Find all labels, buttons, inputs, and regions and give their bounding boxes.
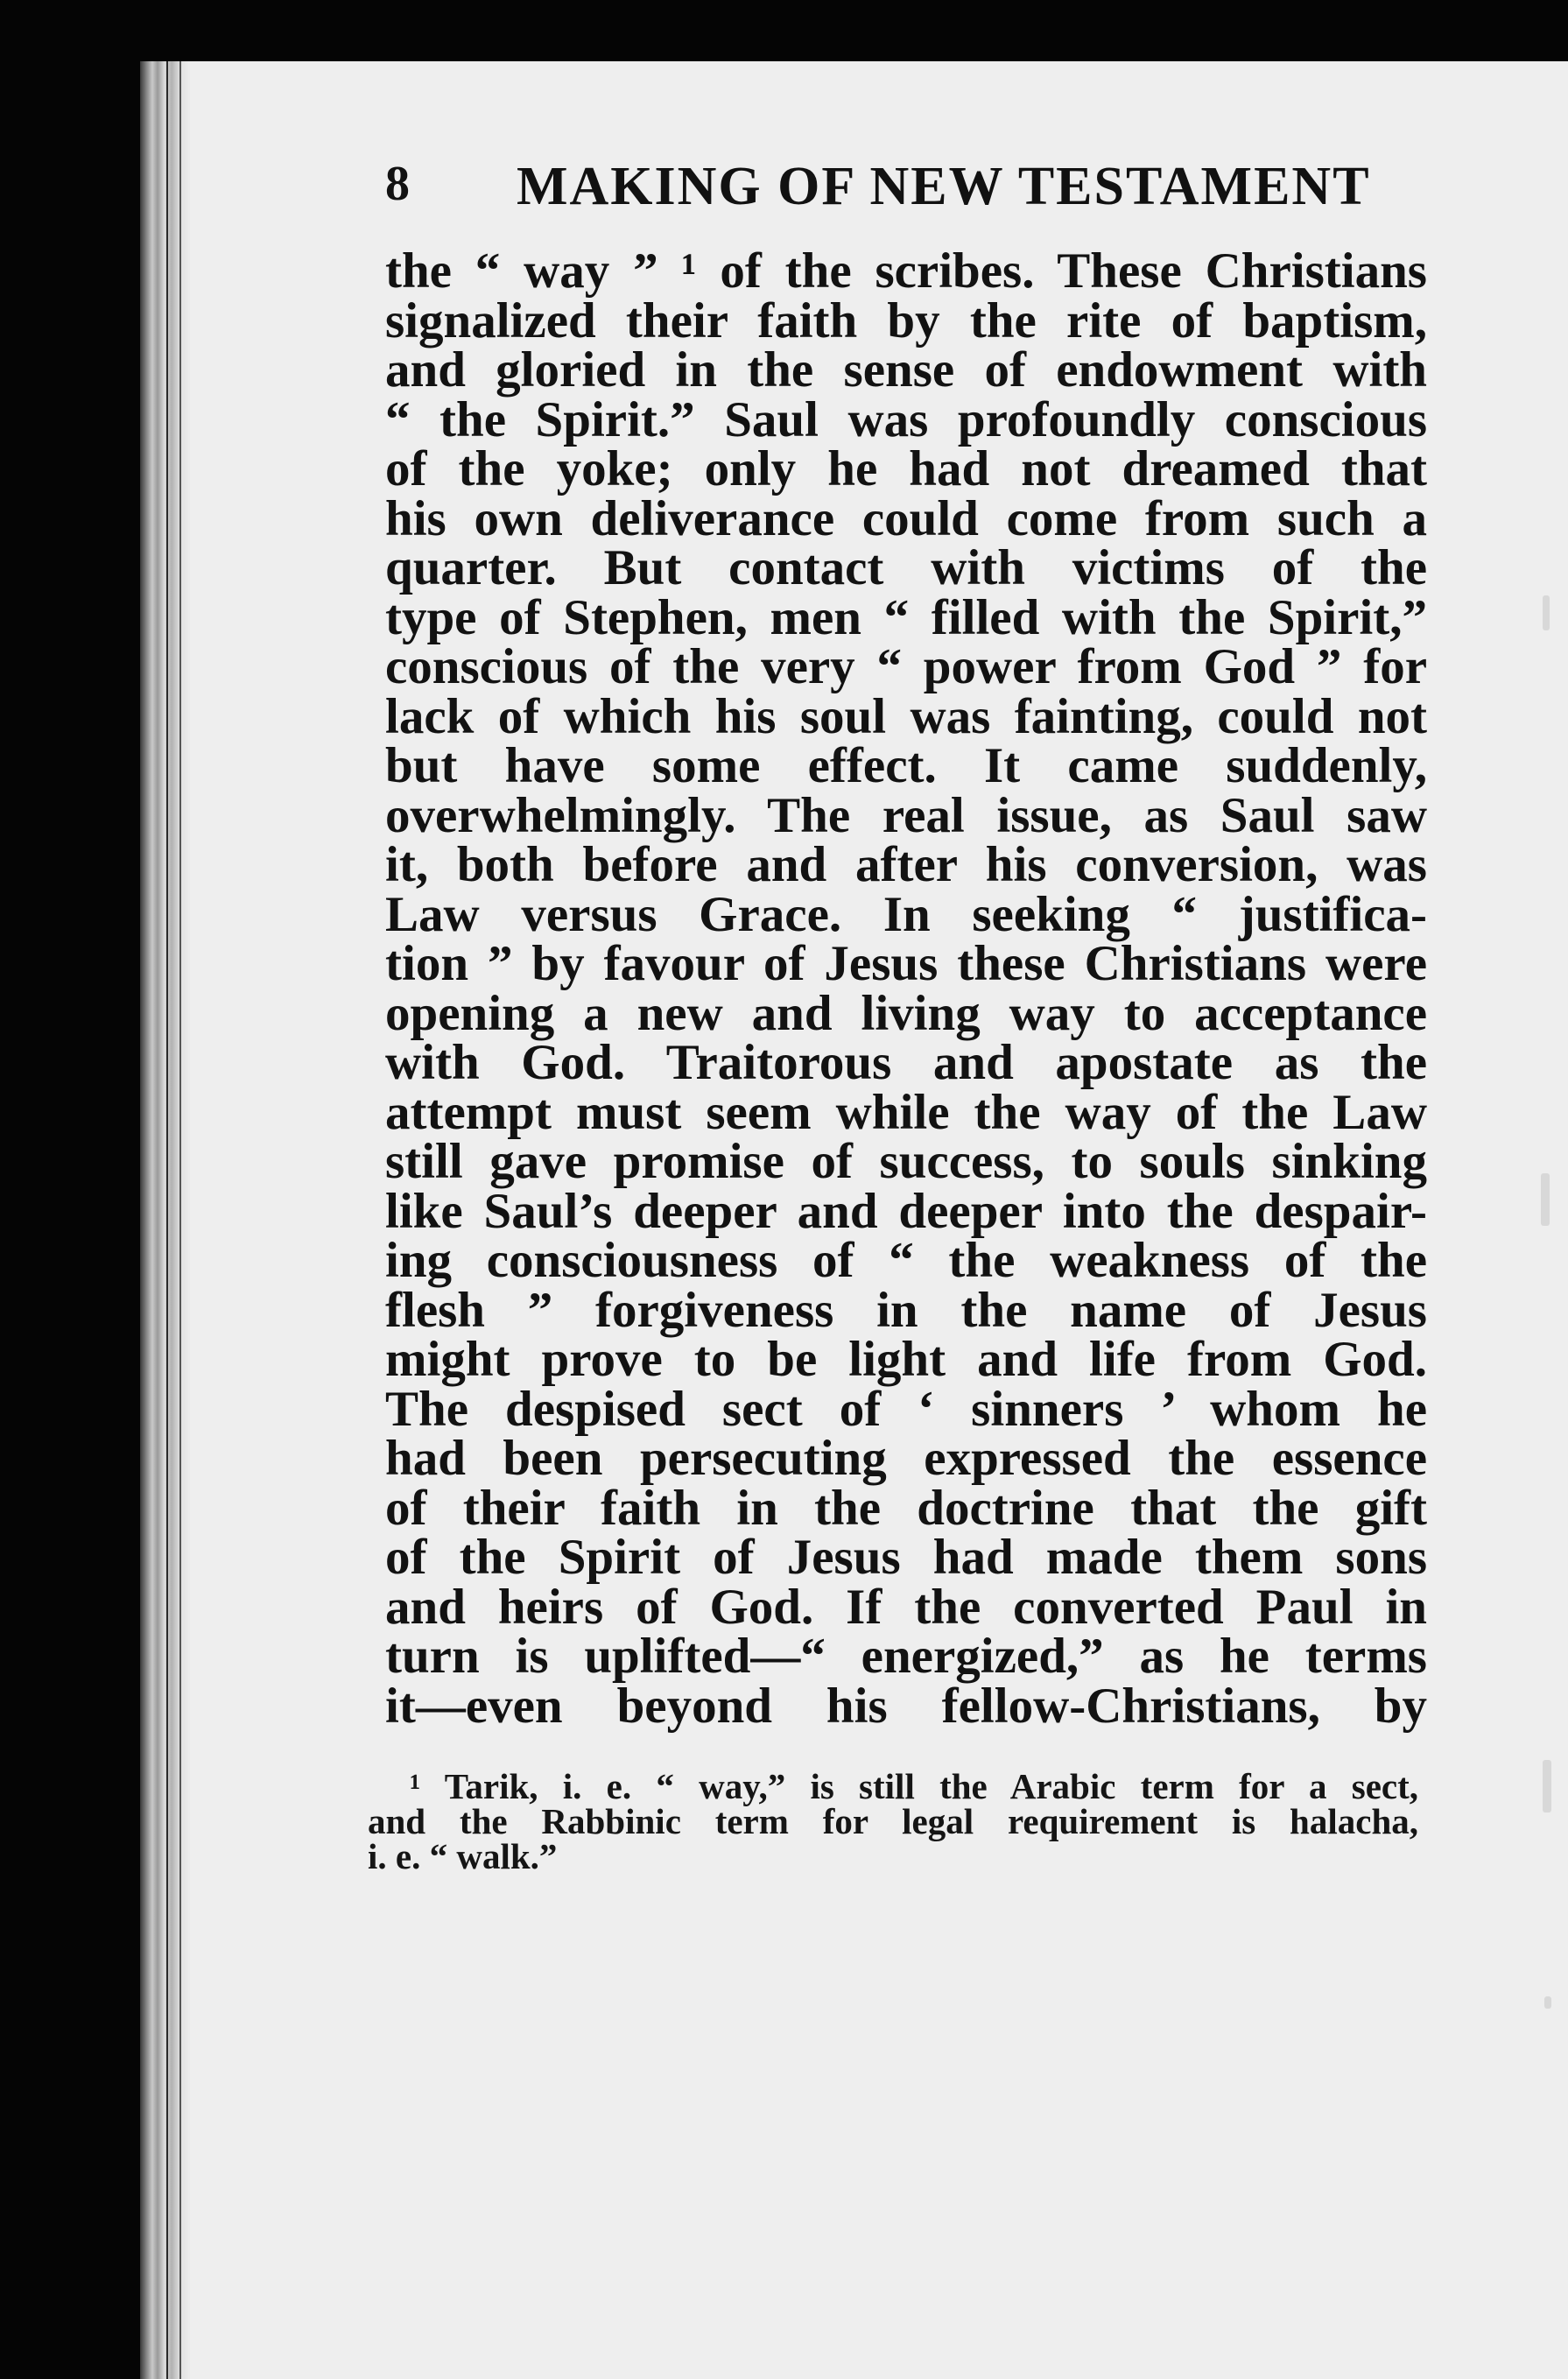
text-line: ing consciousness of “ the weakness of the — [385, 1233, 1427, 1288]
running-title: MAKING OF NEW TESTAMENT — [517, 157, 1371, 216]
text-line: with God. Traitorous and apostate as the — [385, 1035, 1427, 1090]
footnote-line: and the Rabbinic term for legal requirement is halacha, — [368, 1801, 1418, 1841]
text-line: his own deliverance could come from such a — [385, 490, 1427, 546]
body-text — [385, 243, 1427, 1734]
text-line: and heirs of God. If the converted Paul in — [385, 1579, 1427, 1635]
text-line: of the yoke; only he had not dreamed that — [385, 441, 1427, 496]
margin-speck — [1543, 595, 1550, 630]
text-line: might prove to be light and life from God. — [385, 1332, 1427, 1387]
text-line: it, both before and after his conversion, was — [385, 837, 1427, 892]
text-line: opening a new and living way to acceptance — [385, 985, 1427, 1041]
text-line: tion ” by favour of Jesus these Christians were — [385, 936, 1427, 991]
text-line: “ the Spirit.” Saul was profoundly conscious — [385, 391, 1427, 447]
text-line: of their faith in the doctrine that the gift — [385, 1480, 1427, 1536]
margin-speck — [1544, 1996, 1551, 2009]
text-line: the “ way ” ¹ of the scribes. These Christians — [385, 243, 1427, 299]
text-line: but have some effect. It came suddenly, — [385, 738, 1427, 793]
margin-speck — [1541, 1173, 1550, 1226]
text-line: like Saul’s deeper and deeper into the despair- — [385, 1183, 1427, 1239]
text-line: conscious of the very “ power from God ” for — [385, 639, 1427, 694]
text-line: attempt must seem while the way of the Law — [385, 1084, 1427, 1140]
text-line: it—even beyond his fellow-Christians, by — [385, 1678, 1427, 1734]
text-line: of the Spirit of Jesus had made them sons — [385, 1530, 1427, 1585]
text-line: still gave promise of success, to souls sinking — [385, 1134, 1427, 1189]
text-line: quarter. But contact with victims of the — [385, 540, 1427, 595]
margin-speck — [1543, 1760, 1551, 1812]
text-line: signalized their faith by the rite of baptism, — [385, 292, 1427, 348]
text-line: had been persecuting expressed the essence — [385, 1431, 1427, 1486]
binding-line — [179, 61, 181, 2379]
page-header — [385, 140, 1383, 236]
footnote-line: i. e. “ walk.” — [368, 1836, 558, 1876]
text-line: flesh ” forgiveness in the name of Jesus — [385, 1282, 1427, 1338]
text-line: turn is uplifted—“ energized,” as he terms — [385, 1629, 1427, 1684]
text-line: lack of which his soul was fainting, could not — [385, 688, 1427, 744]
text-line: type of Stephen, men “ filled with the Spirit,” — [385, 589, 1427, 645]
text-line: and gloried in the sense of endowment with — [385, 342, 1427, 398]
text-line: overwhelmingly. The real issue, as Saul saw — [385, 787, 1427, 843]
footnote — [368, 1766, 1418, 1876]
text-line: The despised sect of ‘ sinners ’ whom he — [385, 1381, 1427, 1437]
binding-line — [166, 61, 168, 2379]
footnote-line: ¹ Tarik, i. e. “ way,” is still the Arabic term for a sect, — [410, 1766, 1418, 1806]
page-number: 8 — [385, 157, 410, 211]
text-line: Law versus Grace. In seeking “ justifica- — [385, 886, 1427, 942]
book-spine-edge — [140, 61, 191, 2379]
